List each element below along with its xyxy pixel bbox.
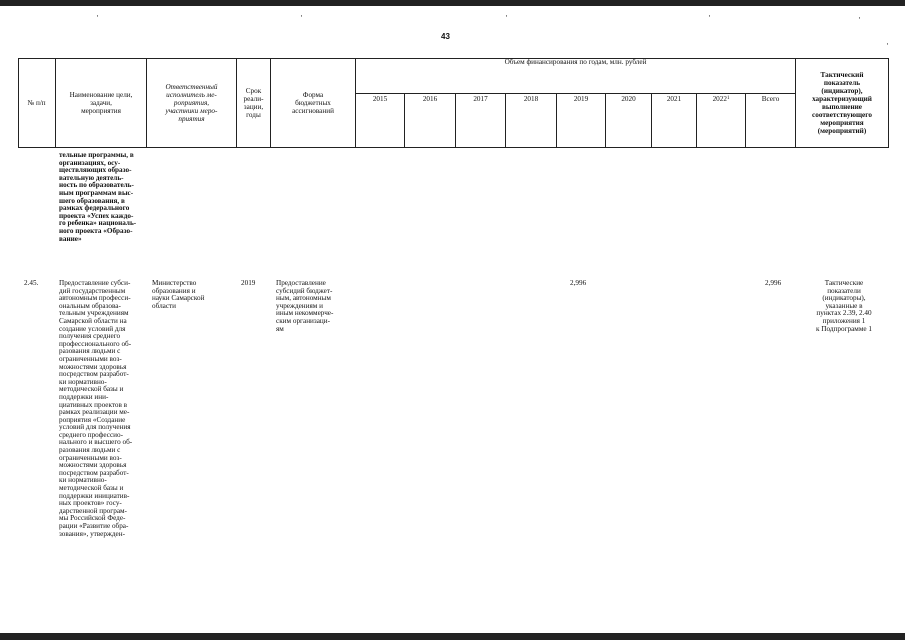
header-number: № п/п: [27, 98, 46, 107]
header-responsible: Ответственный исполнитель ме- роприятия, участники меро- приятия: [165, 82, 218, 123]
header-total: Всего: [761, 95, 780, 103]
scan-speck: ·: [886, 39, 889, 49]
row-form: Предоставление субсидий бюджет- ным, автономным учреждениям и иным некоммерче- ским организаци- ям: [276, 279, 334, 333]
header-year-2018: 2018: [523, 95, 539, 103]
header-year-2020: 2020: [621, 95, 636, 103]
scan-speck: ·: [505, 11, 508, 21]
header-form: Форма бюджетных ассигнований: [292, 90, 334, 115]
row-value-2019: 2,996: [570, 279, 587, 287]
bottom-scan-border: [0, 633, 905, 640]
row-indicator: Тактические показатели (индикаторы), указанные в пунктах 2.39, 2.40 приложения 1 к Подпрограмме 1: [816, 279, 872, 333]
header-term: Срок реали- зации, годы: [243, 86, 264, 119]
header-year-2016: 2016: [422, 95, 438, 103]
footnote-mark: 1: [726, 96, 730, 101]
header-year-2021: 2021: [666, 95, 682, 103]
scan-speck: ·: [300, 11, 303, 21]
row-name: Предоставление субси- дий государственным автономным професси- ональным образова- тельным учреждениям Самарской области на создание условий для получения среднего профессионального об- разования людьми с ограниченными воз- можностями здоровья посредством разработ- ки нормативно- методической базы и поддержки ини- циативных проектов в рамках реализации ме- роприятия «Создание условий для получения среднего профессио- нального и высшего об- разования людьми с ограниченными воз- можностями здоровья посредством разработ- ки нормативно- методической базы и поддержки инициатив- ных проектов» госу- дарственной програм- мы Российской Феде- рации «Развитие обра- зования», утвержден-: [59, 279, 133, 538]
header-name: Наименование цели, задачи, мероприятия: [69, 90, 133, 115]
previous-row-continuation: тельные программы, в организациях, осу- ществляющих образо- вательную деятель- ность по образователь- ным программам выс- шего образования, в рамках федерального проекта «Успех каждо- го ребенка» националь- ного проекта «Образо- вание»: [59, 151, 137, 243]
row-total: 2,996: [765, 279, 782, 287]
row-responsible: Министерство образования и науки Самарской области: [152, 279, 205, 310]
header-year-2017: 2017: [473, 95, 488, 103]
row-term: 2019: [241, 279, 256, 287]
row-number: 2.45.: [24, 279, 39, 287]
header-year-2019: 2019: [573, 95, 589, 103]
scan-speck: ·: [96, 11, 99, 21]
scan-speck: ·: [708, 11, 711, 21]
top-scan-border: [0, 0, 905, 6]
header-indicator: Тактический показатель (индикатор), характеризующий выполнение соответствующего мероприятия (мероприятий): [812, 70, 872, 135]
header-finance: Объем финансирования по годам, млн. рублей: [504, 58, 647, 66]
header-year-2022: 2022 1: [712, 95, 730, 103]
scan-speck: ·: [858, 13, 861, 23]
header-year-2015: 2015: [372, 95, 388, 103]
page-number: 43: [441, 32, 450, 41]
